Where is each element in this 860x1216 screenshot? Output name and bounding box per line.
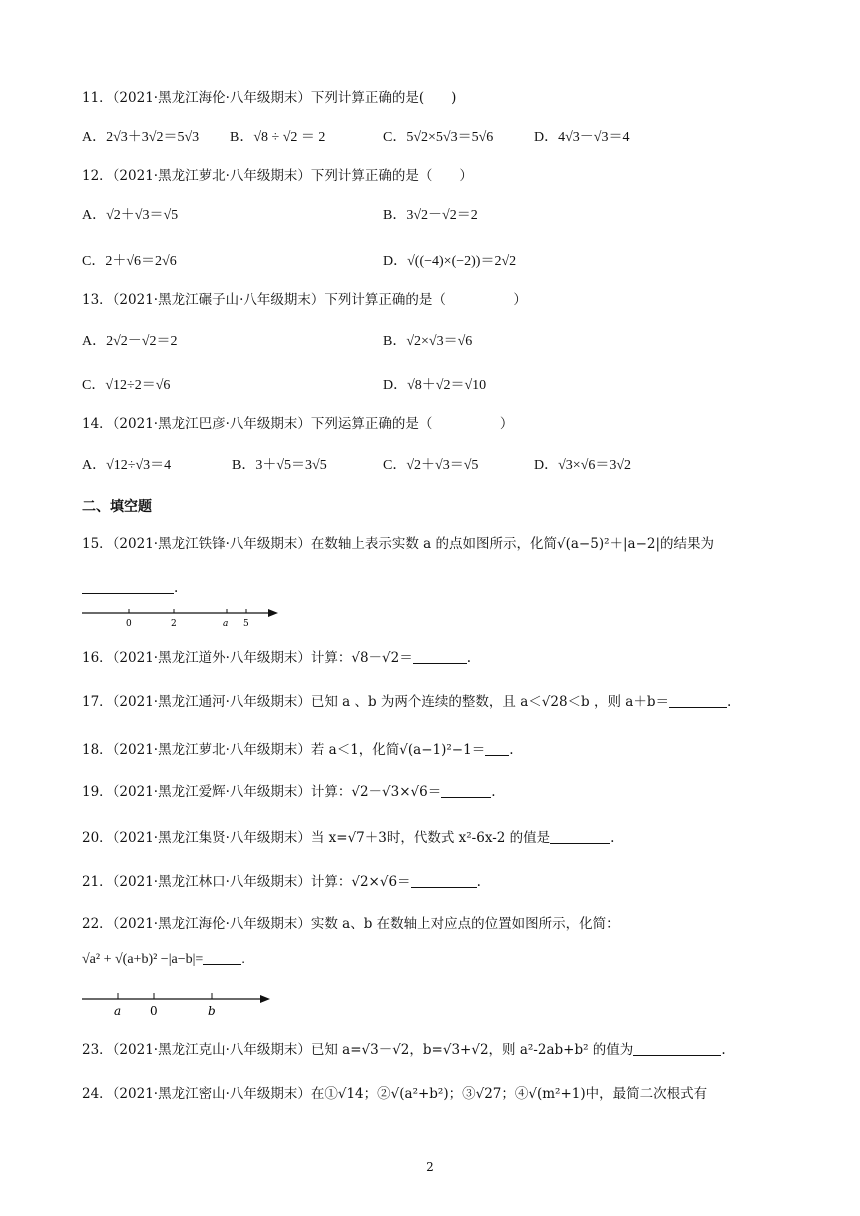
question-23-stem: 23．（2021·黑龙江克山·八年级期末）已知 a=√3－√2，b=√3+√2，则 a²-2ab+b² 的值为 [82, 1042, 634, 1058]
answer-blank-period: . [174, 580, 179, 596]
arrow-icon [268, 609, 278, 617]
axis-label-0: 0 [126, 619, 132, 629]
question-11-option-a: A．2√3＋3√2＝5√3 [82, 130, 200, 145]
number-line-q22 [82, 988, 282, 1018]
answer-blank-period: . [241, 952, 245, 967]
question-16-line [82, 648, 471, 668]
question-22-expression: √a² + √(a+b)² −|a−b|= [82, 952, 204, 967]
answer-blank[interactable] [203, 950, 241, 965]
question-13-option-d: D．√8＋√2＝√10 [383, 378, 487, 393]
answer-blank[interactable] [669, 693, 727, 708]
question-14-option-d: D．√3×√6＝3√2 [534, 458, 632, 473]
question-21-stem: 21．（2021·黑龙江林口·八年级期末）计算：√2×√6＝ [82, 874, 411, 890]
question-17-line [82, 692, 731, 712]
question-23-line [82, 1040, 726, 1060]
question-11-option-b: B．√8 ÷ √2 ＝ 2 [230, 130, 326, 145]
question-20-stem: 20．（2021·黑龙江集贤·八年级期末）当 x=√7＋3时，代数式 x²-6x-2 的值是 [82, 830, 551, 846]
axis-label-2: 2 [171, 619, 177, 629]
question-13-option-a: A．2√2－√2＝2 [82, 334, 178, 349]
question-12-stem: 12．（2021·黑龙江萝北·八年级期末）下列计算正确的是（ ） [82, 168, 473, 184]
arrow-icon [260, 995, 270, 1003]
answer-blank-period: . [610, 830, 615, 846]
number-line-q15 [82, 604, 282, 630]
page-number: 2 [426, 1160, 434, 1174]
question-19-line [82, 782, 496, 802]
question-14-option-b: B．3＋√5＝3√5 [232, 458, 327, 473]
question-12-option-d: D．√((−4)×(−2))＝2√2 [383, 254, 517, 269]
question-12-option-c: C．2＋√6＝2√6 [82, 254, 177, 269]
question-19-stem: 19．（2021·黑龙江爱辉·八年级期末）计算：√2－√3×√6＝ [82, 784, 442, 800]
answer-blank[interactable] [441, 783, 491, 798]
answer-blank[interactable] [413, 649, 467, 664]
question-17-stem: 17．（2021·黑龙江通河·八年级期末）已知 a 、b 为两个连续的整数，且 a＜√28＜b ，则 a＋b＝ [82, 694, 669, 710]
question-11-stem: 11．（2021·黑龙江海伦·八年级期末）下列计算正确的是( ) [82, 90, 457, 106]
question-13-option-b: B．√2×√3＝√6 [383, 334, 473, 349]
question-16-stem: 16．（2021·黑龙江道外·八年级期末）计算：√8－√2＝ [82, 650, 413, 666]
answer-blank-period: . [476, 874, 481, 890]
question-14-stem: 14．（2021·黑龙江巴彦·八年级期末）下列运算正确的是（ ） [82, 416, 514, 432]
answer-blank-period: . [726, 694, 732, 710]
answer-blank[interactable] [550, 829, 610, 844]
question-20-line [82, 828, 614, 848]
section-title-fill-in: 二、填空题 [82, 499, 152, 515]
answer-blank-period: . [721, 1042, 726, 1058]
question-18-line [82, 740, 514, 760]
question-13-option-c: C．√12÷2＝√6 [82, 378, 171, 393]
axis-label-b: b [208, 1004, 216, 1018]
question-18-stem: 18．（2021·黑龙江萝北·八年级期末）若 a＜1，化简√(a−1)²−1＝ [82, 742, 486, 758]
question-11-option-c: C．5√2×5√3＝5√6 [383, 130, 494, 145]
answer-blank[interactable] [411, 873, 477, 888]
answer-blank-period: . [466, 650, 472, 666]
answer-blank[interactable] [633, 1041, 721, 1056]
question-15-stem: 15．（2021·黑龙江铁锋·八年级期末）在数轴上表示实数 a 的点如图所示，化简√(a−5)²＋|a−2|的结果为 [82, 536, 715, 552]
axis-label-5: 5 [243, 619, 249, 629]
question-24-stem: 24．（2021·黑龙江密山·八年级期末）在①√14；②√(a²+b²)；③√27；④√(m²+1)中，最简二次根式有 [82, 1086, 708, 1102]
question-22-expression-line [82, 950, 245, 970]
question-12-option-a: A．√2＋√3＝√5 [82, 208, 179, 223]
answer-blank-period: . [491, 784, 496, 800]
question-15-answer-line [82, 578, 178, 598]
answer-blank[interactable] [485, 741, 509, 756]
axis-label-a: a [114, 1004, 122, 1018]
question-12-option-b: B．3√2－√2＝2 [383, 208, 478, 223]
question-14-option-c: C．√2＋√3＝√5 [383, 458, 479, 473]
question-13-stem: 13．（2021·黑龙江碾子山·八年级期末）下列计算正确的是（ ） [82, 292, 527, 308]
question-22-stem: 22．（2021·黑龙江海伦·八年级期末）实数 a、b 在数轴上对应点的位置如图所示，化简： [82, 916, 620, 932]
question-14-option-a: A．√12÷√3＝4 [82, 458, 172, 473]
question-21-line [82, 872, 481, 892]
axis-label-0: 0 [150, 1004, 158, 1018]
answer-blank[interactable] [82, 579, 174, 594]
answer-blank-period: . [509, 742, 514, 758]
question-11-option-d: D．4√3－√3＝4 [534, 130, 630, 145]
axis-label-a: a [223, 619, 229, 629]
